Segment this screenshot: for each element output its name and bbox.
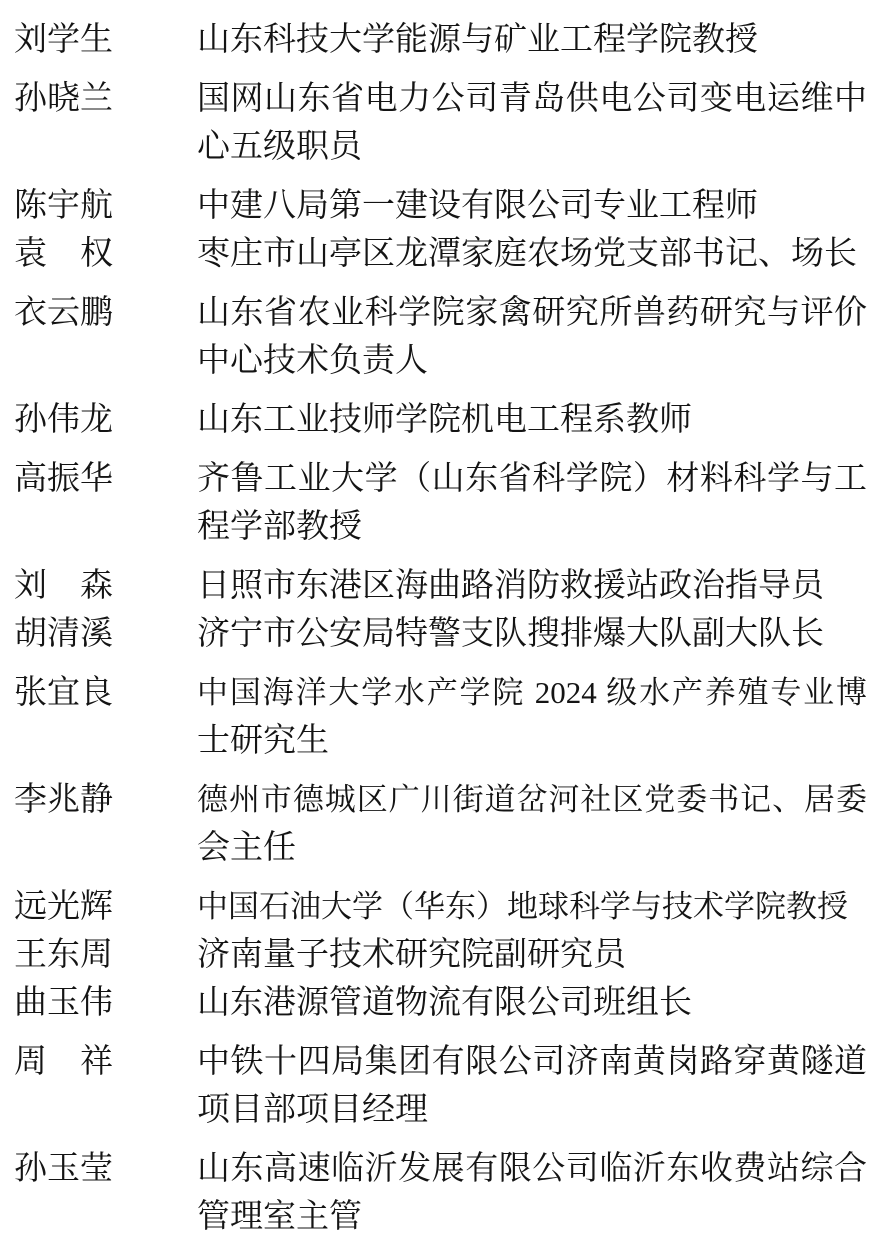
person-title xyxy=(197,1145,867,1241)
person-title xyxy=(197,230,867,278)
list-item xyxy=(0,75,874,171)
list-item xyxy=(0,1038,874,1134)
person-title xyxy=(197,289,867,385)
title-line: 枣庄市山亭区龙潭家庭农场党支部书记、场长 xyxy=(197,236,857,272)
person-title xyxy=(197,562,867,610)
person-name: 孙玉莹 xyxy=(14,1151,113,1187)
person-name: 王东周 xyxy=(14,937,113,973)
person-name: 衣云鹏 xyxy=(14,295,113,331)
person-name: 孙伟龙 xyxy=(14,402,113,438)
title-line: 山东工业技师学院机电工程系教师 xyxy=(197,402,692,438)
title-line: 士研究生 xyxy=(197,723,329,759)
title-line: 齐鲁工业大学（山东省科学院）材料科学与工 xyxy=(197,461,867,497)
title-line: 中建八局第一建设有限公司专业工程师 xyxy=(197,188,758,224)
title-line: 中铁十四局集团有限公司济南黄岗路穿黄隧道 xyxy=(197,1044,867,1080)
title-line: 山东港源管道物流有限公司班组长 xyxy=(197,985,692,1021)
person-name: 李兆静 xyxy=(14,782,113,818)
title-line: 济南量子技术研究院副研究员 xyxy=(197,937,626,973)
title-line: 德州市德城区广川街道岔河社区党委书记、居委 xyxy=(197,782,867,817)
person-name: 远光辉 xyxy=(14,889,113,925)
title-line: 中国石油大学（华东）地球科学与技术学院教授 xyxy=(197,889,848,924)
title-line: 济宁市公安局特警支队搜排爆大队副大队长 xyxy=(197,616,824,652)
person-name: 刘学生 xyxy=(14,22,113,58)
person-name: 陈宇航 xyxy=(14,188,113,224)
list-item xyxy=(0,289,874,385)
list-item xyxy=(0,182,874,230)
title-line: 中国海洋大学水产学院 2024 级水产养殖专业博 xyxy=(197,675,867,710)
list-item xyxy=(0,455,874,551)
person-title xyxy=(197,979,867,1027)
person-title xyxy=(197,610,867,658)
person-title xyxy=(197,776,867,872)
title-line: 会主任 xyxy=(197,830,296,866)
list-item xyxy=(0,669,874,765)
person-name: 袁权 xyxy=(14,236,113,272)
person-name: 曲玉伟 xyxy=(14,985,113,1021)
person-title xyxy=(197,16,867,64)
title-line: 山东省农业科学院家禽研究所兽药研究与评价 xyxy=(197,295,867,331)
list-item xyxy=(0,562,874,610)
title-line: 山东高速临沂发展有限公司临沂东收费站综合 xyxy=(197,1151,867,1187)
person-name: 张宜良 xyxy=(14,675,113,711)
person-name: 刘森 xyxy=(14,568,113,604)
title-line: 中心技术负责人 xyxy=(197,343,428,379)
person-name: 周祥 xyxy=(14,1044,113,1080)
list-item xyxy=(0,979,874,1027)
list-item xyxy=(0,610,874,658)
title-line: 心五级职员 xyxy=(197,129,362,165)
person-title xyxy=(197,883,867,931)
title-line: 国网山东省电力公司青岛供电公司变电运维中 xyxy=(197,81,867,117)
list-item xyxy=(0,230,874,278)
list-item xyxy=(0,883,874,931)
person-title xyxy=(197,931,867,979)
person-title xyxy=(197,396,867,444)
list-item xyxy=(0,1145,874,1241)
title-line: 管理室主管 xyxy=(197,1199,362,1235)
person-title xyxy=(197,1038,867,1134)
list-item xyxy=(0,931,874,979)
person-name: 胡清溪 xyxy=(14,616,113,652)
title-line: 项目部项目经理 xyxy=(197,1092,428,1128)
person-title xyxy=(197,75,867,171)
person-name: 孙晓兰 xyxy=(14,81,113,117)
title-line: 日照市东港区海曲路消防救援站政治指导员 xyxy=(197,568,824,604)
title-line: 山东科技大学能源与矿业工程学院教授 xyxy=(197,22,758,58)
person-name: 高振华 xyxy=(14,461,113,497)
list-item xyxy=(0,776,874,872)
person-title xyxy=(197,669,867,765)
list-item xyxy=(0,16,874,64)
person-title xyxy=(197,455,867,551)
title-line: 程学部教授 xyxy=(197,509,362,545)
person-title xyxy=(197,182,867,230)
list-item xyxy=(0,396,874,444)
